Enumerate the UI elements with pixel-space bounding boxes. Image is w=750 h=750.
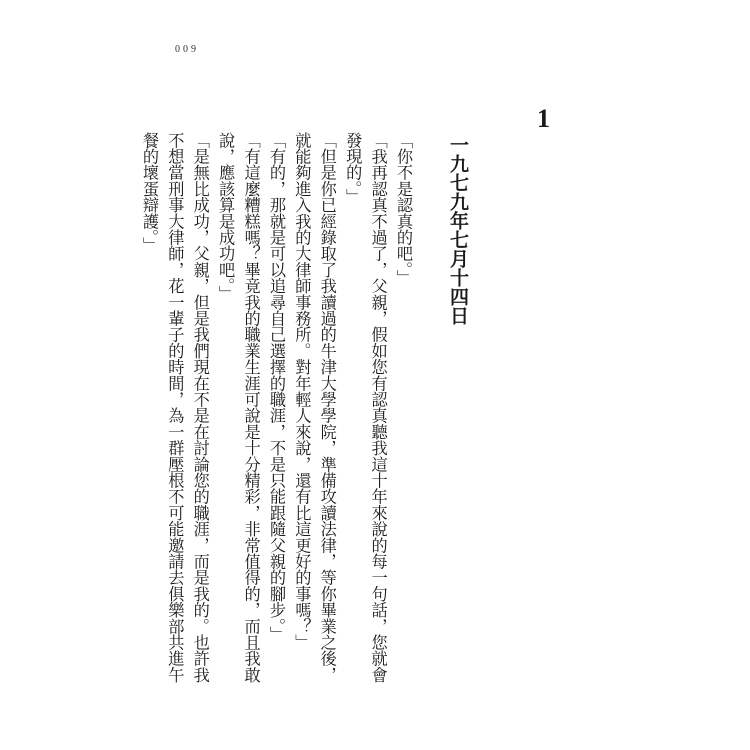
paragraph: 「你不是認真的吧。」: [394, 132, 413, 286]
paragraph: 「是無比成功，父親，但是我們現在不是在討論您的職涯，而是我的。也許我不想當刑事大律師，花一輩子的時間，為一群壓根不可能邀請去俱樂部共進午餐的壞蛋辯護。」: [139, 132, 210, 683]
page-number: 009: [175, 44, 199, 55]
paragraph: 「有這麼糟糕嗎？畢竟我的職業生涯可說是十分精彩，非常值得的，而且我敢說，應該算是成功吧。」: [216, 132, 261, 683]
chapter-date-heading: 一九七九年七月十四日: [447, 135, 469, 325]
paragraph: 「我再認真不過了，父親，假如您有認真聽我這十年來說的每一句話，您就會發現的。」: [343, 132, 388, 683]
body-text: [139, 132, 416, 692]
paragraph: 「但是你已經錄取了我讀過的牛津大學學院，準備攻讀法律，等你畢業之後，就能夠進入我的大律師事務所。對年輕人來說，還有比這更好的事嗎？」: [292, 132, 337, 683]
chapter-number: 1: [537, 104, 550, 133]
paragraph: 「有的，那就是可以追尋自己選擇的職涯，不是只能跟隨父親的腳步。」: [266, 132, 286, 643]
